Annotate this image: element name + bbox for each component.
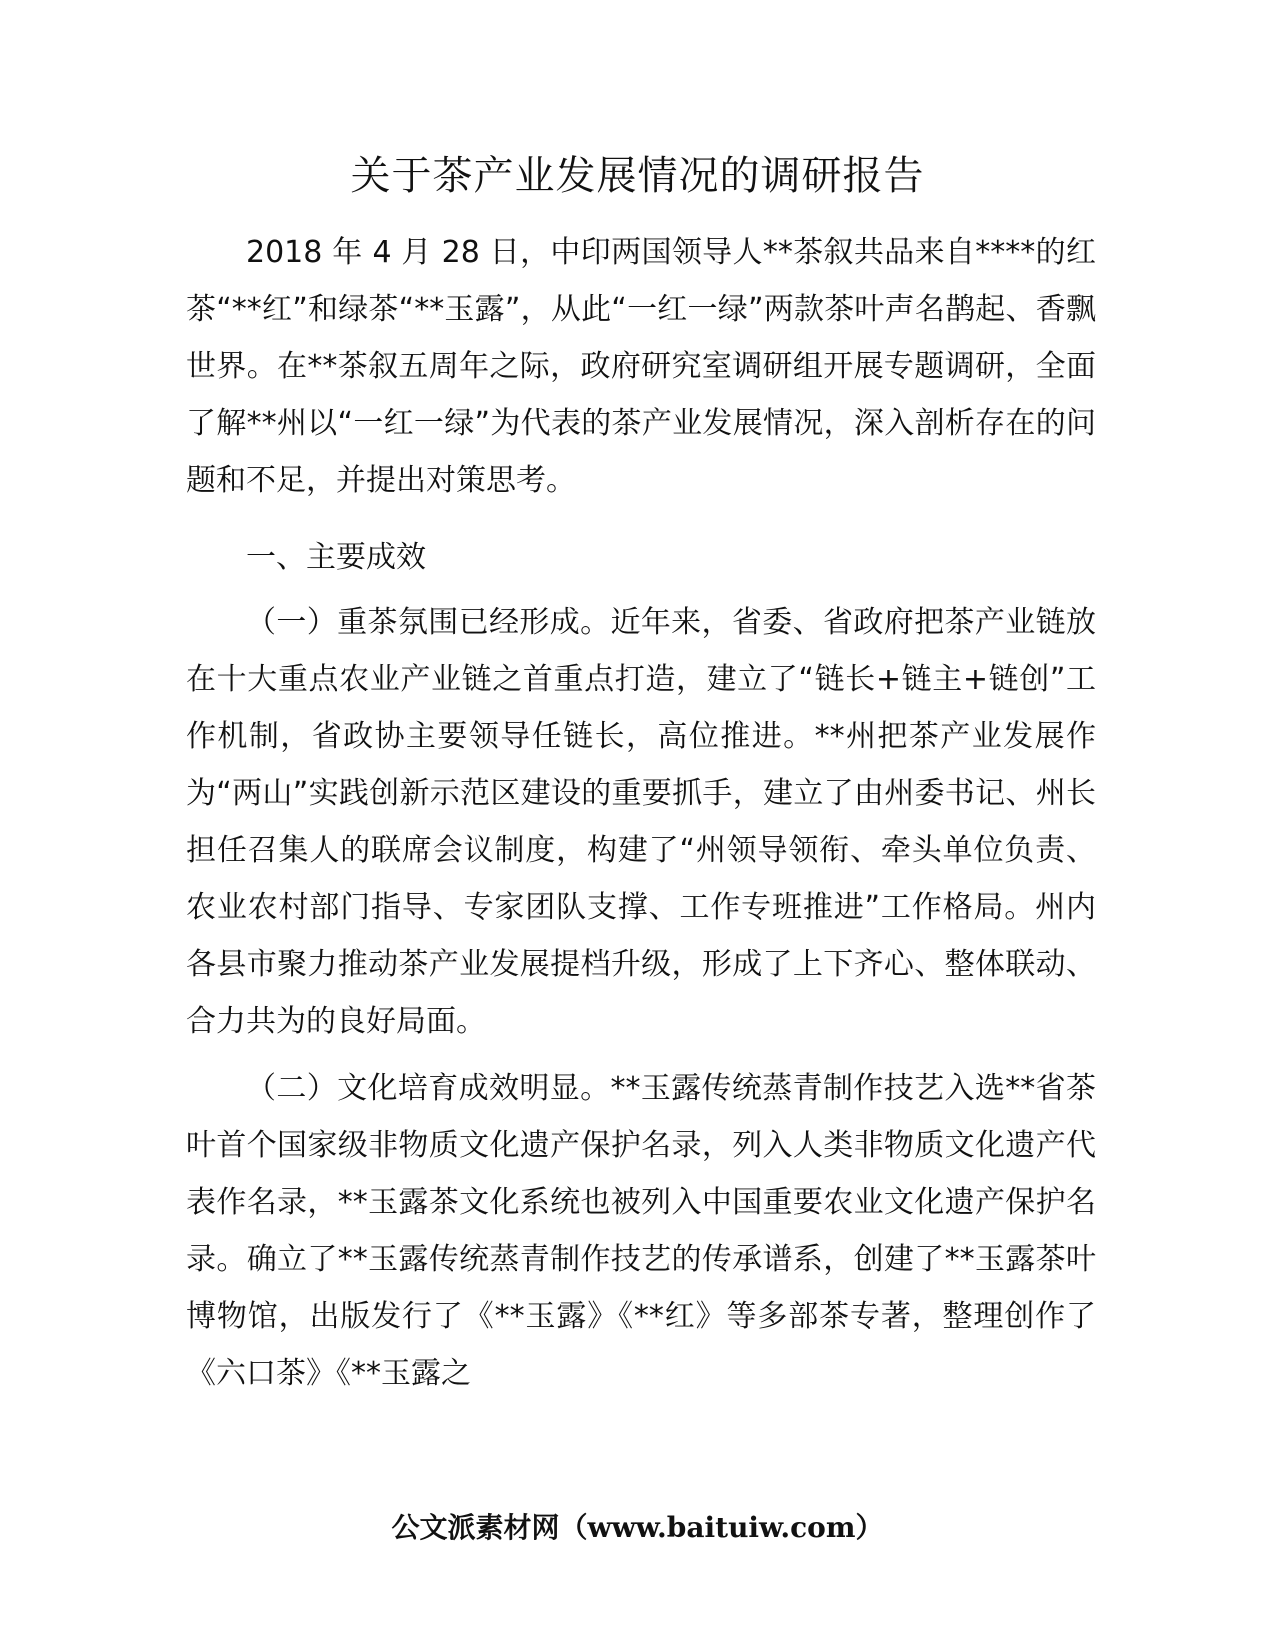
intro-paragraph: 2018 年 4 月 28 日，中印两国领导人**茶叙共品来自****的红茶“**红”和绿茶“**玉露”，从此“一红一绿”两款茶叶声名鹊起、香飘世界。在**茶叙五周年之际，政府研究室调研组开展专题调研，全面了解**州以“一红一绿”为代表的茶产业发展情况，深入剖析存在的问题和不足，并提出对策思考。: [186, 235, 1096, 498]
paragraph-1: （一）重茶氛围已经形成。近年来，省委、省政府把茶产业链放在十大重点农业产业链之首重点打造，建立了“链长+链主+链创”工作机制，省政协主要领导任链长，高位推进。**州把茶产业发展作为“两山”实践创新示范区建设的重要抓手，建立了由州委书记、州长担任召集人的联席会议制度，构建了“州领导领衔、牵头单位负责、农业农村部门指导、专家团队支撑、工作专班推进”工作格局。州内各县市聚力推动茶产业发展提档升级，形成了上下齐心、整体联动、合力共为的良好局面。: [186, 605, 1096, 1039]
document-title: 关于茶产业发展情况的调研报告: [350, 153, 925, 199]
spacer: [186, 1050, 1096, 1060]
document-body: [186, 224, 1096, 1402]
footer-watermark: 公文派素材网（www.baituiw.com）: [391, 1511, 884, 1544]
section-heading: 一、主要成效: [246, 540, 426, 575]
spacer: [186, 509, 1096, 519]
paragraph-2: （二）文化培育成效明显。**玉露传统蒸青制作技艺入选**省茶叶首个国家级非物质文化遗产保护名录，列入人类非物质文化遗产代表作名录，**玉露茶文化系统也被列入中国重要农业文化遗产保护名录。确立了**玉露传统蒸青制作技艺的传承谱系，创建了**玉露茶叶博物馆，出版发行了《**玉露》《**红》等多部茶专著，整理创作了《六口茶》《**玉露之: [186, 1071, 1096, 1391]
